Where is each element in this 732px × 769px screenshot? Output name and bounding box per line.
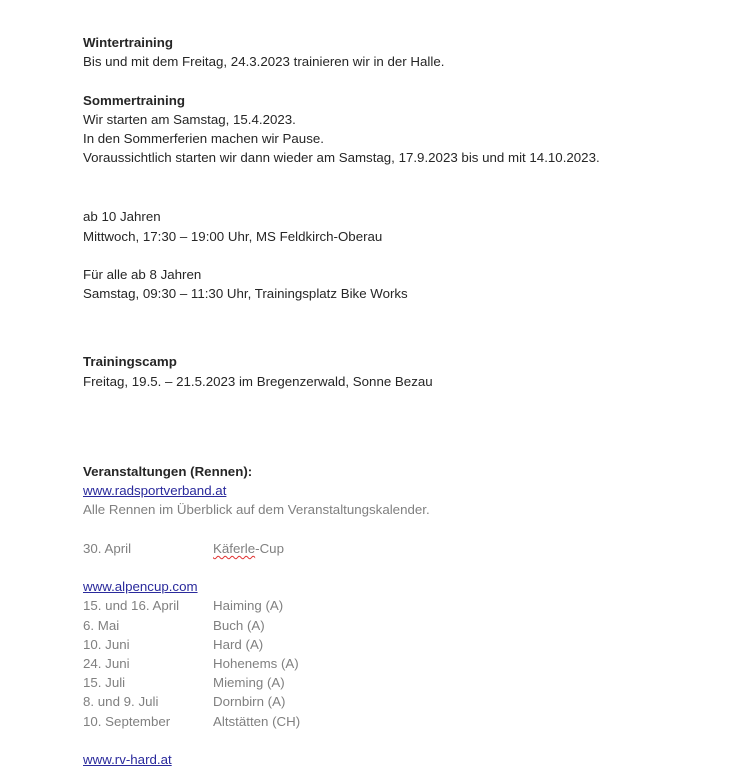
race-place: Dornbirn (A) [213, 694, 286, 710]
table-row [83, 616, 672, 635]
spacer [83, 443, 672, 462]
group-older-title: ab 10 Jahren [83, 209, 161, 225]
section-wintertraining [83, 33, 672, 71]
spacer [83, 391, 672, 443]
spacer [83, 303, 672, 343]
spacer [83, 246, 672, 265]
spacer [83, 558, 672, 577]
race-place: Hard (A) [213, 636, 264, 652]
group-older-detail: Mittwoch, 17:30 – 19:00 Uhr, MS Feldkirch-Oberau [83, 228, 383, 244]
section-sommertraining [83, 91, 672, 168]
section-veranstaltungen [83, 462, 672, 769]
section-trainingscamp [83, 352, 672, 390]
race-place: Hohenems (A) [213, 656, 299, 671]
link-row-rvhard [83, 750, 672, 769]
spacer [83, 167, 672, 207]
spacer [83, 71, 672, 90]
sommertraining-line-3: Voraussichtlich starten wir dann wieder am Samstag, 17.9.2023 bis und mit 14.10.2023. [83, 150, 600, 166]
table-row [83, 635, 672, 654]
kaeferle-date: 30. April [83, 540, 132, 556]
link-radsportverband[interactable]: www.radsportverband.at [83, 483, 227, 499]
race-place: Haiming (A) [213, 598, 284, 614]
spellcheck-misspelled-word: Käferle [213, 540, 256, 556]
link-row-alpencup [83, 577, 672, 596]
table-row-kaeferle-cup [83, 539, 672, 558]
race-date: 15. und 16. April [83, 598, 180, 614]
spacer [83, 520, 672, 539]
alpencup-race-table [83, 596, 672, 730]
race-date: 6. Mai [83, 617, 120, 633]
link-rv-hard[interactable]: www.rv-hard.at [83, 752, 172, 767]
link-alpencup[interactable]: www.alpencup.com [83, 579, 198, 595]
link-row-radsportverband [83, 481, 672, 500]
section-group-ab-10-jahren [83, 207, 672, 245]
kaeferle-name-suffix: -Cup [255, 540, 284, 556]
table-row [83, 673, 672, 692]
group-younger-detail: Samstag, 09:30 – 11:30 Uhr, Trainingsplatz Bike Works [83, 286, 408, 302]
sommertraining-line-2: In den Sommerferien machen wir Pause. [83, 131, 324, 146]
race-place: Altstätten (CH) [213, 713, 301, 729]
heading-sommertraining: Sommertraining [83, 92, 185, 108]
veranstaltungen-note: Alle Rennen im Überblick auf dem Veranstaltungskalender. [83, 502, 430, 518]
heading-trainingscamp: Trainingscamp [83, 354, 177, 370]
kaeferle-name [213, 539, 284, 558]
spacer [83, 343, 672, 352]
spacer [83, 731, 672, 750]
table-row [83, 654, 672, 673]
sommertraining-line-1: Wir starten am Samstag, 15.4.2023. [83, 111, 296, 127]
heading-veranstaltungen: Veranstaltungen (Rennen): [83, 464, 253, 479]
table-row [83, 712, 672, 731]
race-date: 8. und 9. Juli [83, 694, 159, 710]
race-place: Buch (A) [213, 617, 265, 633]
section-group-ab-8-jahren [83, 265, 672, 303]
race-date: 10. September [83, 713, 171, 729]
race-date: 15. Juli [83, 675, 126, 691]
race-date: 24. Juni [83, 656, 130, 671]
heading-wintertraining: Wintertraining [83, 35, 174, 50]
race-date: 10. Juni [83, 636, 130, 652]
table-row [83, 596, 672, 615]
wintertraining-line-1: Bis und mit dem Freitag, 24.3.2023 trainieren wir in der Halle. [83, 54, 445, 70]
race-place: Mieming (A) [213, 675, 285, 691]
table-row [83, 692, 672, 711]
trainingscamp-detail: Freitag, 19.5. – 21.5.2023 im Bregenzerwald, Sonne Bezau [83, 373, 433, 389]
group-younger-title: Für alle ab 8 Jahren [83, 267, 202, 282]
